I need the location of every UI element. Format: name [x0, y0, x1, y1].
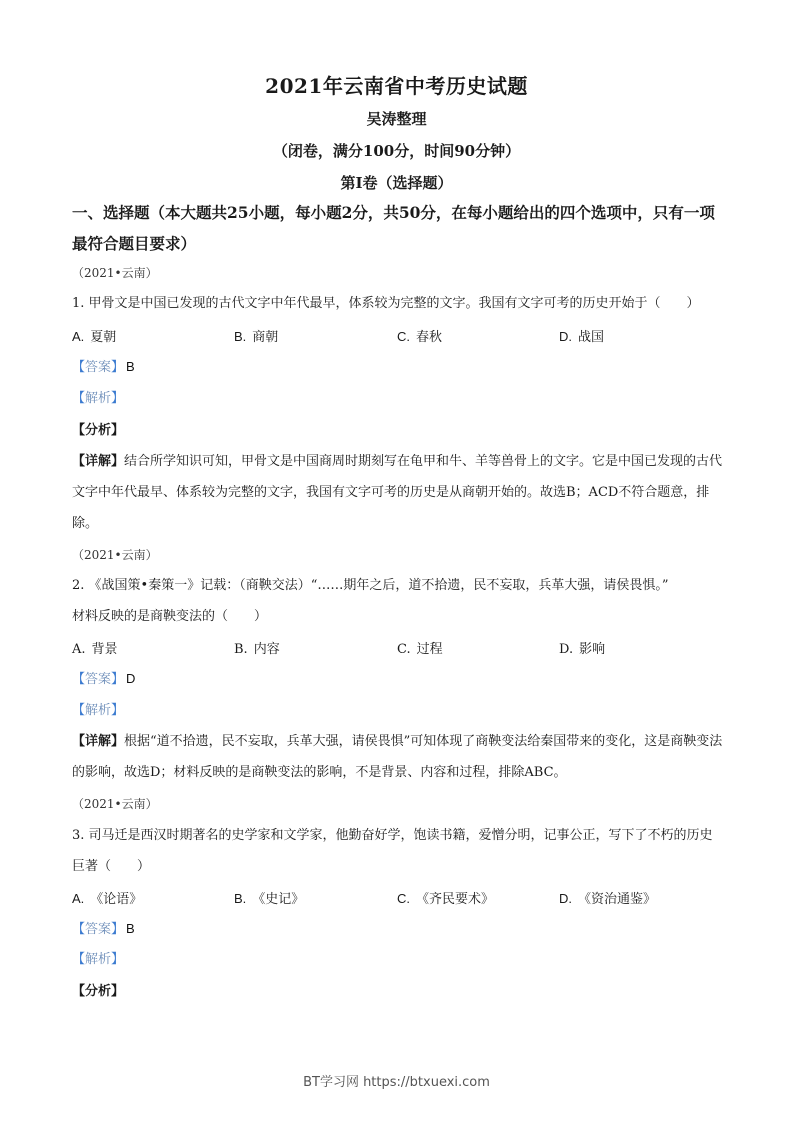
watermark-footer: BT学习网 https://btxuexi.com	[303, 1075, 490, 1090]
page-title: 2021年云南省中考历史试题	[265, 74, 528, 98]
question-2-option-b: B. 内容	[234, 642, 280, 657]
section-heading: 一、选择题（本大题共25小题，每小题2分，共50分，在每小题给出的四个选项中，只有一项最符合题目要求）	[72, 203, 715, 253]
answer-value: B	[126, 921, 135, 936]
question-3-option-c: C. 《齐民要术》	[397, 891, 495, 907]
question-3-analysis-label: 【解析】	[72, 952, 125, 967]
question-1-option-c: C. 春秋	[397, 329, 443, 345]
question-2-analysis-label: 【解析】	[72, 703, 125, 718]
question-2-stem-line2: 材料反映的是商鞅变法的（ ）	[72, 609, 268, 624]
question-2-option-c: C. 过程	[397, 642, 443, 657]
question-2-option-d: D. 影响	[559, 642, 606, 657]
question-3-option-a: A. 《论语》	[72, 891, 143, 907]
author-line: 吴涛整理	[366, 110, 427, 128]
question-2-option-a: A. 背景	[72, 642, 118, 657]
question-1-detail: 【详解】结合所学知识可知，甲骨文是中国商周时期刻写在龟甲和牛、羊等兽骨上的文字。它是中国已发现的古代文字中年代最早、体系较为完整的文字，我国有文字可考的历史是从商朝开始的。故选B；ACD不符合题意，排除。	[72, 454, 723, 531]
question-1-analysis-label: 【解析】	[72, 391, 125, 406]
question-1-option-b: B. 商朝	[234, 329, 279, 345]
question-3-option-d: D. 《资治通鉴》	[559, 891, 657, 907]
question-3-stem: 3. 司马迁是西汉时期著名的史学家和文学家，他勤奋好学，饱读书籍，爱憎分明，记事公正，写下了不朽的历史巨著（ ）	[72, 828, 713, 874]
exam-rules: （闭卷，满分100分，时间90分钟）	[272, 142, 521, 160]
question-1-fenxi-label: 【分析】	[72, 423, 125, 438]
answer-value: B	[126, 359, 135, 374]
question-1-option-a: A. 夏朝	[72, 329, 117, 345]
question-2-source: （2021•云南）	[72, 548, 158, 562]
part-heading: 第Ⅰ卷（选择题）	[340, 174, 453, 192]
answer-value: D	[126, 671, 136, 686]
question-1-source: （2021•云南）	[72, 266, 158, 280]
question-1-option-d: D. 战国	[559, 329, 605, 345]
question-2-stem-line1: 2. 《战国策•秦策一》记载：（商鞅交法）“……期年之后，道不拾遗，民不妄取，兵革大强，请侯畏惧。”	[72, 578, 669, 593]
question-2-detail: 【详解】根据“道不拾遗，民不妄取，兵革大强，请侯畏惧”可知体现了商鞅变法给秦国带来的变化，这是商鞅变法的影响，故选D；材料反映的是商鞅变法的影响，不是背景、内容和过程，排除ABC。	[72, 734, 723, 780]
question-3-option-b: B. 《史记》	[234, 891, 305, 907]
question-1-answer: 【答案】 B	[72, 359, 135, 375]
question-3-answer: 【答案】 B	[72, 921, 135, 937]
question-3-fenxi-label: 【分析】	[72, 984, 125, 999]
question-3-source: （2021•云南）	[72, 797, 158, 811]
question-2-answer: 【答案】 D	[72, 671, 136, 687]
question-1-stem: 1. 甲骨文是中国已发现的古代文字中年代最早，体系较为完整的文字。我国有文字可考的历史开始于（ ）	[72, 296, 700, 311]
